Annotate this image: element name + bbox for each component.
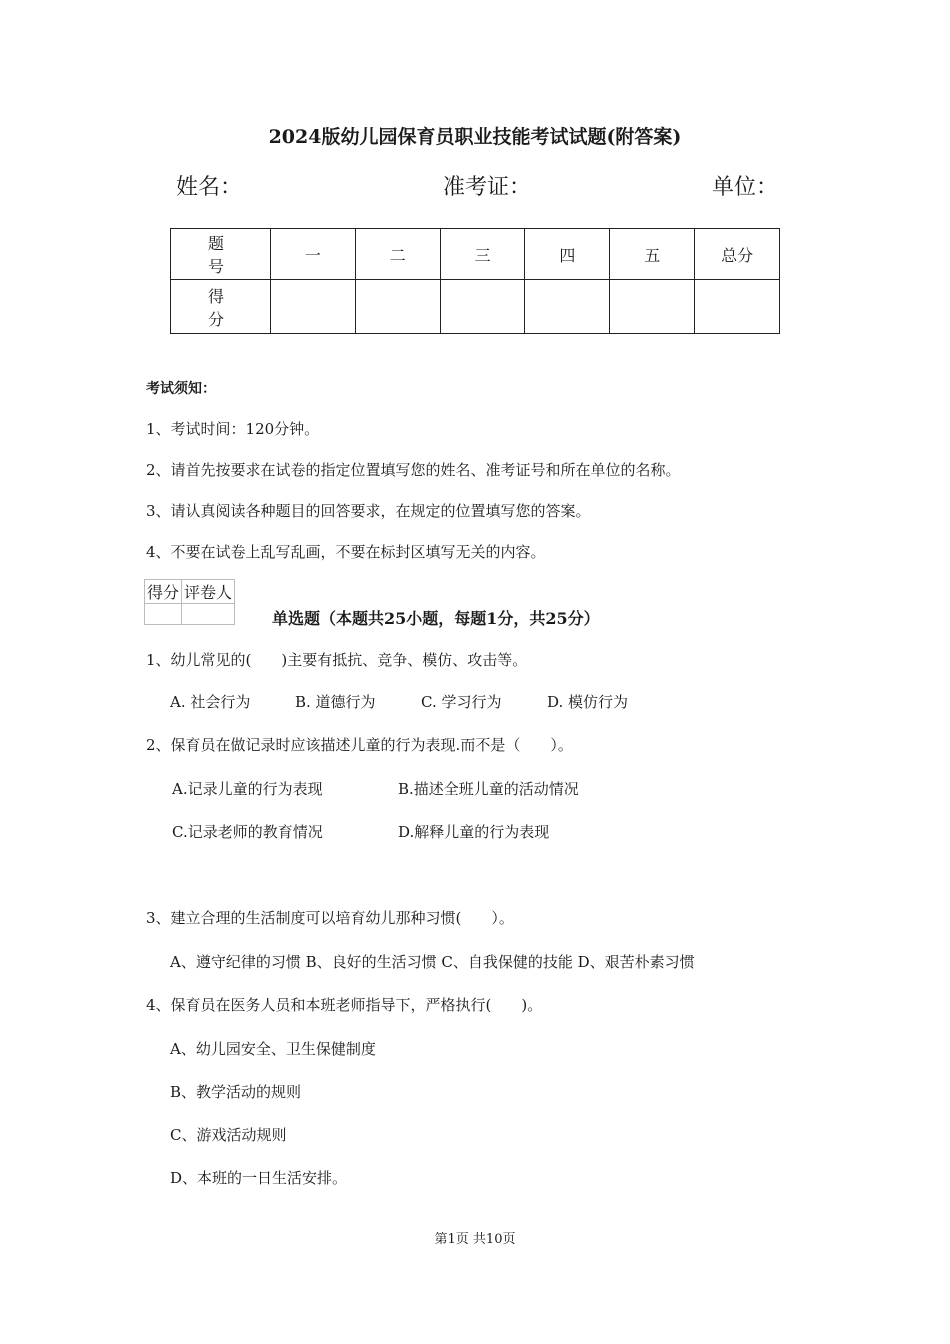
grader-score-cell[interactable] bbox=[145, 604, 182, 625]
score-table-header-cell: 二 bbox=[355, 229, 440, 280]
score-table-header-cell: 题 号 bbox=[171, 229, 271, 280]
score-cell[interactable] bbox=[525, 280, 610, 334]
exam-number-field-label: 准考证： bbox=[443, 175, 532, 200]
score-cell[interactable] bbox=[610, 280, 695, 334]
option: B. 道德行为 bbox=[295, 693, 376, 711]
score-table bbox=[170, 228, 780, 334]
unit-field-label: 单位： bbox=[712, 175, 779, 200]
score-cell[interactable] bbox=[440, 280, 525, 334]
option: D. 模仿行为 bbox=[547, 693, 629, 711]
grader-reviewer-label: 评卷人 bbox=[182, 580, 235, 604]
page-title: 2024版幼儿园保育员职业技能考试试题(附答案) bbox=[268, 126, 682, 148]
score-table-header-row bbox=[171, 229, 780, 280]
score-cell[interactable] bbox=[271, 280, 356, 334]
score-cell[interactable] bbox=[695, 280, 780, 334]
name-field-label: 姓名： bbox=[176, 175, 243, 200]
notice-item: 1、考试时间：120分钟。 bbox=[146, 420, 320, 438]
option: D、本班的一日生活安排。 bbox=[170, 1169, 348, 1187]
score-table-header-cell: 四 bbox=[525, 229, 610, 280]
option: A.记录儿童的行为表现 bbox=[172, 780, 323, 798]
score-table-header-cell: 一 bbox=[271, 229, 356, 280]
page-footer: 第1页 共10页 bbox=[434, 1232, 516, 1247]
question-stem: 4、保育员在医务人员和本班老师指导下，严格执行( )。 bbox=[146, 996, 543, 1014]
grader-header-row bbox=[145, 580, 235, 604]
option: A、幼儿园安全、卫生保健制度 bbox=[170, 1040, 376, 1058]
section-title: 单选题（本题共25小题，每题1分，共25分） bbox=[272, 609, 600, 628]
option: D.解释儿童的行为表现 bbox=[398, 823, 550, 841]
grader-box bbox=[144, 579, 235, 625]
notice-item: 4、不要在试卷上乱写乱画，不要在标封区填写无关的内容。 bbox=[146, 543, 546, 561]
notice-item: 2、请首先按要求在试卷的指定位置填写您的姓名、准考证号和所在单位的名称。 bbox=[146, 461, 681, 479]
score-table-score-row bbox=[171, 280, 780, 334]
score-table-header-cell: 总分 bbox=[695, 229, 780, 280]
score-cell[interactable] bbox=[355, 280, 440, 334]
option: C、游戏活动规则 bbox=[170, 1126, 287, 1144]
score-table-header-cell: 五 bbox=[610, 229, 695, 280]
score-row-label: 得 分 bbox=[171, 280, 271, 334]
grader-score-label: 得分 bbox=[145, 580, 182, 604]
option: B、教学活动的规则 bbox=[170, 1083, 302, 1101]
question-stem: 3、建立合理的生活制度可以培育幼儿那种习惯( ）。 bbox=[146, 909, 514, 927]
notice-title: 考试须知： bbox=[146, 381, 216, 397]
score-table-header-cell: 三 bbox=[440, 229, 525, 280]
option-line: A、遵守纪律的习惯 B、良好的生活习惯 C、自我保健的技能 D、艰苦朴素习惯 bbox=[170, 953, 695, 971]
notice-item: 3、请认真阅读各种题目的回答要求，在规定的位置填写您的答案。 bbox=[146, 502, 591, 520]
question-stem: 1、幼儿常见的( )主要有抵抗、竞争、模仿、攻击等。 bbox=[146, 651, 528, 669]
option: A. 社会行为 bbox=[170, 693, 251, 711]
grader-blank-row bbox=[145, 604, 235, 625]
grader-reviewer-cell[interactable] bbox=[182, 604, 235, 625]
option: C.记录老师的教育情况 bbox=[172, 823, 323, 841]
option: C. 学习行为 bbox=[421, 693, 502, 711]
option: B.描述全班儿童的活动情况 bbox=[398, 780, 579, 798]
question-stem: 2、保育员在做记录时应该描述儿童的行为表现.而不是（ ）。 bbox=[146, 736, 573, 754]
